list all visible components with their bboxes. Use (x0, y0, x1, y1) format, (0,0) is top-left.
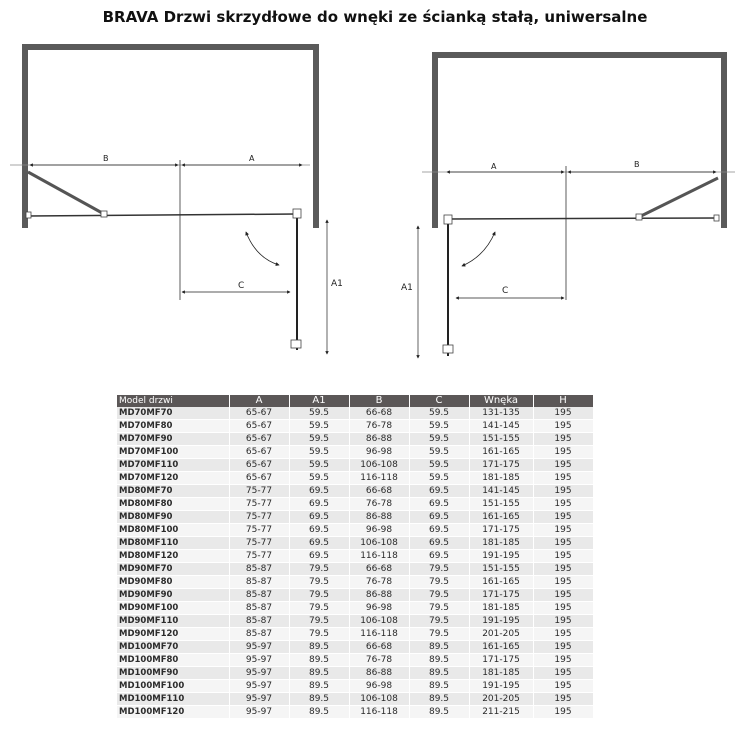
cell-c: 89.5 (409, 680, 469, 693)
cell-model: MD100MF90 (117, 667, 229, 680)
table-row (117, 589, 593, 602)
cell-a1: 59.5 (289, 459, 349, 472)
table-row (117, 537, 593, 550)
cell-h: 195 (533, 459, 593, 472)
table-row (117, 511, 593, 524)
cell-b: 106-108 (349, 537, 409, 550)
left-handle (291, 340, 301, 348)
cell-model: MD90MF100 (117, 602, 229, 615)
cell-wneka: 161-165 (469, 446, 533, 459)
header-b: B (349, 395, 409, 407)
header-model: Model drzwi (117, 395, 229, 407)
right-label-a1: A1 (401, 283, 413, 293)
cell-wneka: 161-165 (469, 511, 533, 524)
header-wneka: Wnęka (469, 395, 533, 407)
cell-wneka: 181-185 (469, 472, 533, 485)
cell-a: 85-87 (229, 615, 289, 628)
cell-model: MD70MF80 (117, 420, 229, 433)
cell-a: 85-87 (229, 589, 289, 602)
cell-model: MD80MF120 (117, 550, 229, 563)
cell-c: 79.5 (409, 602, 469, 615)
cell-c: 79.5 (409, 576, 469, 589)
left-hinge (293, 209, 301, 218)
header-h: H (533, 395, 593, 407)
table-row (117, 706, 593, 719)
left-side-wall-left (22, 44, 28, 228)
right-label-a: A (491, 162, 497, 171)
cell-a: 75-77 (229, 485, 289, 498)
cell-wneka: 181-185 (469, 537, 533, 550)
cell-c: 69.5 (409, 524, 469, 537)
cell-h: 195 (533, 693, 593, 706)
cell-b: 106-108 (349, 615, 409, 628)
cell-c: 69.5 (409, 550, 469, 563)
cell-b: 96-98 (349, 524, 409, 537)
cell-a1: 79.5 (289, 576, 349, 589)
cell-model: MD80MF110 (117, 537, 229, 550)
page-title: BRAVA Drzwi skrzydłowe do wnęki ze ścianką stałą, uniwersalne (102, 8, 648, 26)
cell-h: 195 (533, 563, 593, 576)
cell-a: 65-67 (229, 446, 289, 459)
cell-a1: 69.5 (289, 511, 349, 524)
left-diagram (10, 44, 343, 354)
cell-a: 65-67 (229, 472, 289, 485)
cell-a1: 89.5 (289, 654, 349, 667)
cell-model: MD80MF100 (117, 524, 229, 537)
table-row (117, 680, 593, 693)
cell-c: 59.5 (409, 407, 469, 420)
cell-a: 85-87 (229, 563, 289, 576)
cell-h: 195 (533, 420, 593, 433)
cell-wneka: 211-215 (469, 706, 533, 719)
cell-model: MD70MF70 (117, 407, 229, 420)
cell-a: 75-77 (229, 537, 289, 550)
table-row (117, 628, 593, 641)
cell-c: 69.5 (409, 485, 469, 498)
cell-c: 59.5 (409, 433, 469, 446)
cell-model: MD90MF70 (117, 563, 229, 576)
table-row (117, 602, 593, 615)
cell-c: 89.5 (409, 667, 469, 680)
cell-a: 65-67 (229, 407, 289, 420)
left-label-b: B (103, 154, 109, 163)
cell-c: 59.5 (409, 459, 469, 472)
left-label-a1: A1 (331, 279, 343, 289)
cell-b: 76-78 (349, 576, 409, 589)
right-stabilizer-bar (639, 178, 718, 217)
cell-a: 75-77 (229, 524, 289, 537)
cell-a1: 89.5 (289, 706, 349, 719)
cell-b: 116-118 (349, 628, 409, 641)
right-hinge (444, 215, 452, 224)
table-row (117, 498, 593, 511)
cell-c: 89.5 (409, 706, 469, 719)
cell-wneka: 161-165 (469, 641, 533, 654)
cell-a: 95-97 (229, 641, 289, 654)
cell-h: 195 (533, 524, 593, 537)
cell-a1: 79.5 (289, 615, 349, 628)
cell-model: MD70MF110 (117, 459, 229, 472)
cell-c: 69.5 (409, 511, 469, 524)
cell-wneka: 191-195 (469, 550, 533, 563)
cell-a: 95-97 (229, 680, 289, 693)
cell-wneka: 171-175 (469, 524, 533, 537)
cell-a: 95-97 (229, 706, 289, 719)
cell-wneka: 171-175 (469, 459, 533, 472)
table-row (117, 407, 593, 420)
cell-c: 89.5 (409, 641, 469, 654)
cell-c: 59.5 (409, 446, 469, 459)
right-side-wall-left (432, 52, 438, 228)
cell-model: MD100MF110 (117, 693, 229, 706)
table-row (117, 641, 593, 654)
table-row (117, 615, 593, 628)
cell-a: 85-87 (229, 602, 289, 615)
cell-model: MD100MF120 (117, 706, 229, 719)
cell-c: 79.5 (409, 589, 469, 602)
right-diagram (401, 52, 735, 358)
cell-wneka: 131-135 (469, 407, 533, 420)
cell-a1: 79.5 (289, 628, 349, 641)
cell-a1: 89.5 (289, 680, 349, 693)
cell-a: 95-97 (229, 693, 289, 706)
cell-model: MD100MF100 (117, 680, 229, 693)
cell-b: 66-68 (349, 641, 409, 654)
cell-a1: 69.5 (289, 550, 349, 563)
cell-model: MD70MF120 (117, 472, 229, 485)
cell-wneka: 201-205 (469, 693, 533, 706)
cell-a1: 69.5 (289, 524, 349, 537)
cell-model: MD80MF70 (117, 485, 229, 498)
cell-h: 195 (533, 654, 593, 667)
left-back-wall (22, 44, 319, 50)
dimensions-table (117, 395, 594, 719)
cell-b: 106-108 (349, 459, 409, 472)
cell-a1: 69.5 (289, 537, 349, 550)
cell-h: 195 (533, 498, 593, 511)
cell-h: 195 (533, 511, 593, 524)
cell-a1: 79.5 (289, 563, 349, 576)
table-header-row (117, 395, 593, 407)
cell-c: 59.5 (409, 420, 469, 433)
header-a1: A1 (289, 395, 349, 407)
left-stabilizer-bar (28, 172, 104, 214)
cell-wneka: 181-185 (469, 667, 533, 680)
left-glass-line (28, 214, 296, 216)
cell-a: 75-77 (229, 550, 289, 563)
table-row (117, 550, 593, 563)
cell-wneka: 171-175 (469, 589, 533, 602)
cell-model: MD90MF120 (117, 628, 229, 641)
cell-model: MD80MF80 (117, 498, 229, 511)
cell-a1: 69.5 (289, 498, 349, 511)
cell-b: 86-88 (349, 667, 409, 680)
cell-wneka: 191-195 (469, 680, 533, 693)
right-swing-arc (462, 232, 495, 266)
cell-a1: 59.5 (289, 407, 349, 420)
cell-b: 96-98 (349, 680, 409, 693)
table-row (117, 433, 593, 446)
cell-h: 195 (533, 667, 593, 680)
table-row (117, 472, 593, 485)
cell-c: 89.5 (409, 693, 469, 706)
cell-a: 85-87 (229, 576, 289, 589)
cell-h: 195 (533, 706, 593, 719)
cell-model: MD70MF100 (117, 446, 229, 459)
cell-c: 89.5 (409, 654, 469, 667)
cell-a1: 59.5 (289, 472, 349, 485)
cell-c: 79.5 (409, 628, 469, 641)
cell-h: 195 (533, 472, 593, 485)
cell-c: 69.5 (409, 537, 469, 550)
right-back-wall (432, 52, 727, 58)
cell-b: 86-88 (349, 433, 409, 446)
cell-wneka: 181-185 (469, 602, 533, 615)
cell-b: 116-118 (349, 550, 409, 563)
cell-c: 69.5 (409, 498, 469, 511)
cell-a1: 69.5 (289, 485, 349, 498)
cell-a1: 79.5 (289, 589, 349, 602)
cell-h: 195 (533, 628, 593, 641)
cell-h: 195 (533, 485, 593, 498)
cell-h: 195 (533, 589, 593, 602)
cell-b: 76-78 (349, 420, 409, 433)
cell-b: 76-78 (349, 498, 409, 511)
cell-b: 106-108 (349, 693, 409, 706)
table-row (117, 693, 593, 706)
cell-a: 65-67 (229, 433, 289, 446)
cell-model: MD70MF90 (117, 433, 229, 446)
cell-a: 75-77 (229, 511, 289, 524)
table-row (117, 576, 593, 589)
cell-wneka: 201-205 (469, 628, 533, 641)
cell-model: MD90MF80 (117, 576, 229, 589)
cell-h: 195 (533, 602, 593, 615)
table-body (117, 407, 593, 719)
cell-h: 195 (533, 680, 593, 693)
left-swing-arc (246, 232, 279, 265)
table-row (117, 485, 593, 498)
cell-a1: 89.5 (289, 667, 349, 680)
right-side-wall-right (721, 52, 727, 228)
cell-model: MD90MF110 (117, 615, 229, 628)
table-row (117, 446, 593, 459)
table-row (117, 459, 593, 472)
cell-wneka: 151-155 (469, 498, 533, 511)
cell-c: 79.5 (409, 615, 469, 628)
cell-wneka: 191-195 (469, 615, 533, 628)
cell-h: 195 (533, 537, 593, 550)
right-label-b: B (634, 160, 640, 169)
cell-a1: 79.5 (289, 602, 349, 615)
cell-wneka: 141-145 (469, 485, 533, 498)
cell-a1: 89.5 (289, 641, 349, 654)
cell-a: 65-67 (229, 459, 289, 472)
cell-b: 116-118 (349, 706, 409, 719)
cell-a: 95-97 (229, 667, 289, 680)
header-c: C (409, 395, 469, 407)
cell-a1: 59.5 (289, 446, 349, 459)
left-label-a: A (249, 154, 255, 163)
cell-h: 195 (533, 433, 593, 446)
cell-model: MD100MF70 (117, 641, 229, 654)
right-handle (443, 345, 453, 353)
left-label-c: C (238, 281, 245, 291)
cell-model: MD90MF90 (117, 589, 229, 602)
cell-a: 65-67 (229, 420, 289, 433)
cell-b: 66-68 (349, 485, 409, 498)
cell-h: 195 (533, 576, 593, 589)
table-row (117, 563, 593, 576)
cell-h: 195 (533, 615, 593, 628)
cell-b: 76-78 (349, 654, 409, 667)
cell-b: 86-88 (349, 511, 409, 524)
cell-b: 96-98 (349, 446, 409, 459)
cell-model: MD100MF80 (117, 654, 229, 667)
cell-c: 79.5 (409, 563, 469, 576)
cell-a: 95-97 (229, 654, 289, 667)
header-a: A (229, 395, 289, 407)
cell-wneka: 151-155 (469, 563, 533, 576)
table-row (117, 420, 593, 433)
right-glass-line (449, 218, 719, 219)
cell-h: 195 (533, 550, 593, 563)
cell-h: 195 (533, 407, 593, 420)
left-side-wall-right (313, 44, 319, 228)
cell-b: 66-68 (349, 563, 409, 576)
right-label-c: C (502, 286, 509, 296)
cell-a1: 59.5 (289, 420, 349, 433)
cell-b: 96-98 (349, 602, 409, 615)
cell-wneka: 141-145 (469, 420, 533, 433)
table-row (117, 667, 593, 680)
cell-b: 116-118 (349, 472, 409, 485)
cell-b: 66-68 (349, 407, 409, 420)
cell-a1: 59.5 (289, 433, 349, 446)
cell-b: 86-88 (349, 589, 409, 602)
cell-a1: 89.5 (289, 693, 349, 706)
cell-wneka: 161-165 (469, 576, 533, 589)
cell-a: 75-77 (229, 498, 289, 511)
cell-h: 195 (533, 446, 593, 459)
cell-wneka: 171-175 (469, 654, 533, 667)
cell-wneka: 151-155 (469, 433, 533, 446)
cell-a: 85-87 (229, 628, 289, 641)
cell-h: 195 (533, 641, 593, 654)
cell-model: MD80MF90 (117, 511, 229, 524)
table-row (117, 654, 593, 667)
table-row (117, 524, 593, 537)
cell-c: 59.5 (409, 472, 469, 485)
